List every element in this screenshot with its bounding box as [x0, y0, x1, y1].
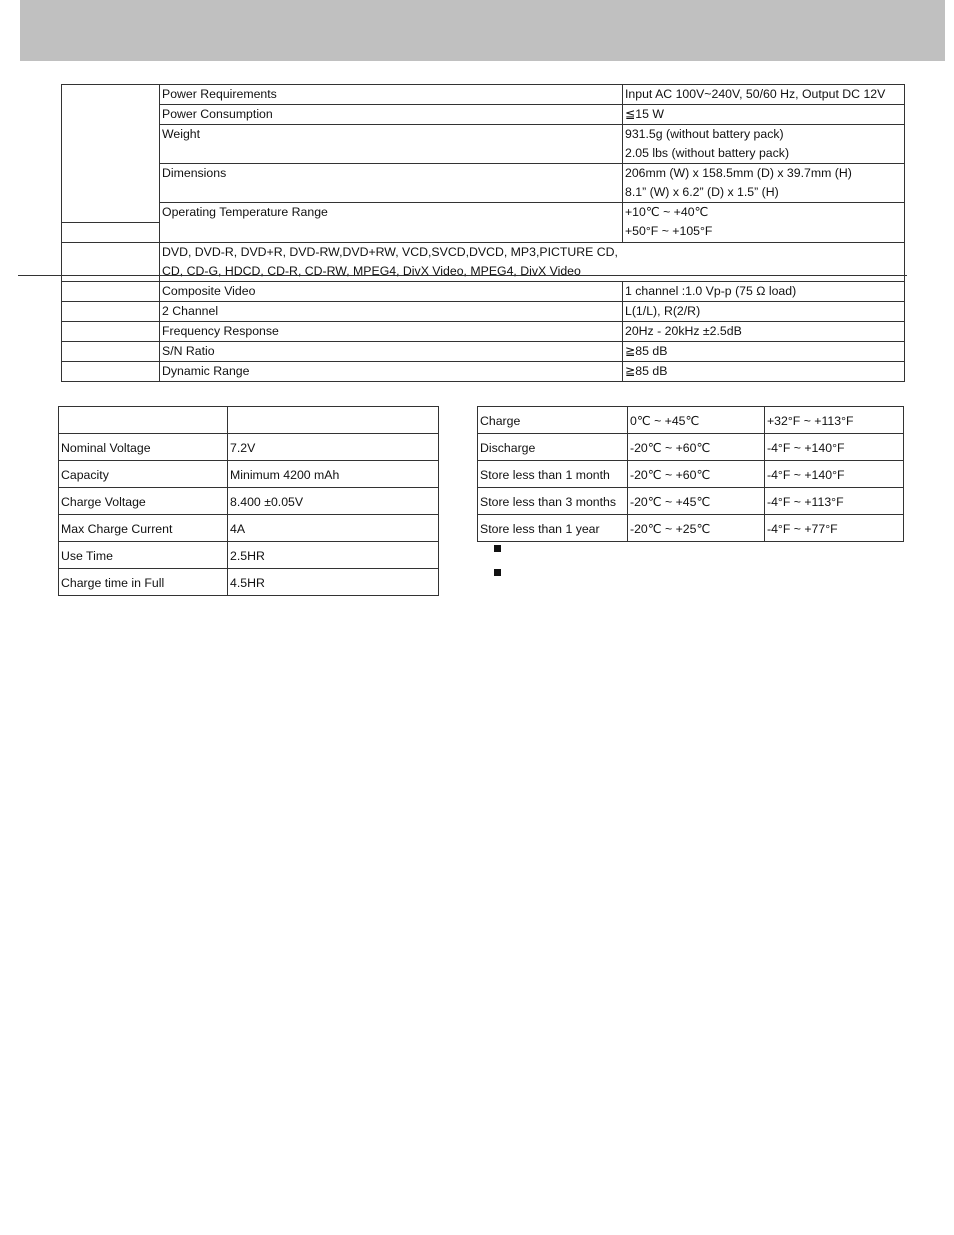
- spec-label: Power Consumption: [160, 105, 623, 125]
- temp-celsius: -20℃ ~ +45℃: [628, 488, 765, 515]
- temp-celsius: -20℃ ~ +60℃: [628, 461, 765, 488]
- temp-fahrenheit: -4°F ~ +140°F: [765, 461, 904, 488]
- table-row: [62, 85, 905, 105]
- disc-formats-line: CD, CD-G, HDCD, CD-R, CD-RW, MPEG4, DivX Video, MPEG4, DivX Video: [160, 262, 905, 282]
- spec-label: Operating Temperature Range: [160, 203, 623, 243]
- general-category-cell-tail: [62, 222, 160, 242]
- battery-label: Use Time: [59, 542, 228, 569]
- battery-label: Nominal Voltage: [59, 434, 228, 461]
- temp-label: Store less than 1 month: [478, 461, 628, 488]
- spec-value: ≧85 dB: [623, 341, 905, 361]
- table-row: [62, 125, 905, 145]
- battery-value: 4.5HR: [228, 569, 439, 596]
- table-row: [59, 461, 439, 488]
- battery-label: Max Charge Current: [59, 515, 228, 542]
- audio-category-cell: [62, 341, 160, 361]
- spec-value: 8.1” (W) x 6.2” (D) x 1.5” (H): [623, 183, 905, 203]
- table-row: [59, 542, 439, 569]
- table-row: [62, 203, 905, 223]
- audio-category-cell: [62, 301, 160, 321]
- temp-celsius: 0℃ ~ +45℃: [628, 407, 765, 434]
- square-bullet-icon: [494, 545, 501, 552]
- table-row: [62, 281, 905, 301]
- battery-label: Capacity: [59, 461, 228, 488]
- battery-table: [58, 406, 439, 596]
- horizontal-rule: [18, 275, 907, 276]
- header-cell: [59, 407, 228, 434]
- temp-celsius: -20℃ ~ +25℃: [628, 515, 765, 542]
- temp-label: Charge: [478, 407, 628, 434]
- temp-fahrenheit: -4°F ~ +77°F: [765, 515, 904, 542]
- temp-label: Store less than 1 year: [478, 515, 628, 542]
- table-row: [478, 434, 904, 461]
- temperature-table: [477, 406, 904, 542]
- table-row: [59, 488, 439, 515]
- spec-label: Power Requirements: [160, 85, 623, 105]
- spec-value: 1 channel :1.0 Vp-p (75 Ω load): [623, 281, 905, 301]
- spec-value: ≧85 dB: [623, 361, 905, 381]
- spec-label: Weight: [160, 125, 623, 164]
- table-header-row: [59, 407, 439, 434]
- table-row: [478, 407, 904, 434]
- header-bar: [20, 0, 945, 61]
- table-row: [62, 301, 905, 321]
- spec-value: Input AC 100V~240V, 50/60 Hz, Output DC 12V: [623, 85, 905, 105]
- spec-label: Composite Video: [160, 281, 623, 301]
- temp-label: Store less than 3 months: [478, 488, 628, 515]
- table-row: [62, 164, 905, 184]
- battery-label: Charge Voltage: [59, 488, 228, 515]
- temp-fahrenheit: +32°F ~ +113°F: [765, 407, 904, 434]
- battery-value: Minimum 4200 mAh: [228, 461, 439, 488]
- spec-value: 931.5g (without battery pack): [623, 125, 905, 145]
- table-row: [59, 515, 439, 542]
- battery-value: 8.400 ±0.05V: [228, 488, 439, 515]
- temp-label: Discharge: [478, 434, 628, 461]
- temp-celsius: -20℃ ~ +60℃: [628, 434, 765, 461]
- general-category-cell: [62, 85, 160, 223]
- spec-value: 206mm (W) x 158.5mm (D) x 39.7mm (H): [623, 164, 905, 184]
- table-row: [62, 105, 905, 125]
- specifications-table: [61, 84, 905, 382]
- spec-value: ≦15 W: [623, 105, 905, 125]
- battery-label: Charge time in Full: [59, 569, 228, 596]
- spec-value: L(1/L), R(2/R): [623, 301, 905, 321]
- spec-value: +50°F ~ +105°F: [623, 222, 905, 242]
- spec-value: 20Hz - 20kHz ±2.5dB: [623, 321, 905, 341]
- table-row: [62, 242, 905, 262]
- audio-category-cell: [62, 361, 160, 381]
- spec-value: +10℃ ~ +40℃: [623, 203, 905, 223]
- battery-value: 2.5HR: [228, 542, 439, 569]
- temp-fahrenheit: -4°F ~ +113°F: [765, 488, 904, 515]
- table-row: [478, 515, 904, 542]
- temp-fahrenheit: -4°F ~ +140°F: [765, 434, 904, 461]
- table-row: [59, 569, 439, 596]
- table-row: [62, 361, 905, 381]
- video-category-cell: [62, 281, 160, 301]
- table-row: [62, 321, 905, 341]
- spec-label: S/N Ratio: [160, 341, 623, 361]
- spec-label: Dynamic Range: [160, 361, 623, 381]
- table-row: [59, 434, 439, 461]
- table-row: [62, 262, 905, 282]
- table-row: [478, 488, 904, 515]
- audio-category-cell: [62, 321, 160, 341]
- disc-formats-line: DVD, DVD-R, DVD+R, DVD-RW,DVD+RW, VCD,SVCD,DVCD, MP3,PICTURE CD,: [160, 242, 905, 262]
- bullet-list: [494, 545, 501, 593]
- spec-label: 2 Channel: [160, 301, 623, 321]
- header-cell: [228, 407, 439, 434]
- spec-label: Frequency Response: [160, 321, 623, 341]
- spec-value: 2.05 lbs (without battery pack): [623, 144, 905, 164]
- square-bullet-icon: [494, 569, 501, 576]
- battery-value: 7.2V: [228, 434, 439, 461]
- table-row: [478, 461, 904, 488]
- spec-label: Dimensions: [160, 164, 623, 203]
- table-row: [62, 341, 905, 361]
- battery-value: 4A: [228, 515, 439, 542]
